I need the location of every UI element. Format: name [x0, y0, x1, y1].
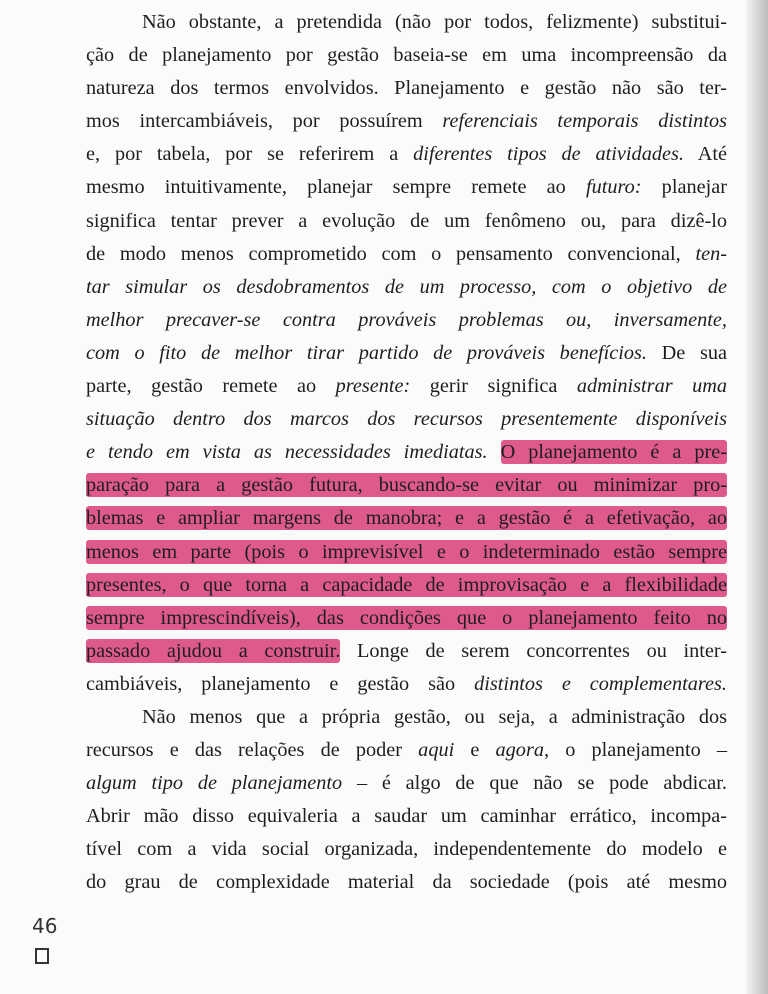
text-line [86, 635, 727, 668]
text-line [86, 602, 727, 635]
text-line [86, 304, 727, 337]
highlighted-text[interactable]: O planejamento é a pre- [500, 441, 727, 464]
text-line [86, 469, 727, 502]
text-segment: cambiáveis, planejamento e gestão são [86, 672, 475, 695]
text-line [86, 734, 727, 767]
text-line [86, 701, 727, 734]
text-line [86, 271, 727, 304]
bookmark-icon[interactable] [35, 948, 49, 964]
text-segment [488, 441, 501, 463]
text-segment: , o planejamento – [543, 739, 727, 762]
highlighted-text[interactable]: passado ajudou a construir. [86, 639, 341, 662]
text-line [86, 403, 727, 436]
text-segment: ção de planejamento por gestão baseia-se em uma incompreensão da [86, 44, 727, 67]
text-line [86, 72, 727, 105]
text-segment: – é algo de que não se pode abdicar. [342, 772, 727, 795]
highlighted-text[interactable]: menos em parte (pois o imprevisível e o indeterminado estão sempre [86, 540, 727, 563]
text-segment: Abrir mão disso equivaleria a saudar um caminhar errático, incompa- [86, 805, 727, 828]
text-line [86, 536, 727, 569]
text-line [86, 668, 727, 701]
book-page-text [86, 6, 727, 900]
highlighted-text[interactable]: sempre imprescindíveis), das condições que o planejamento feito no [86, 606, 727, 629]
italic-text: presente: [335, 375, 411, 398]
italic-text: distintos e complementares. [474, 672, 727, 695]
italic-text: tar simular os desdobramentos de um processo, com o objetivo de [86, 275, 727, 298]
highlighted-text[interactable]: paração para a gestão futura, buscando-se evitar ou minimizar pro- [86, 474, 727, 497]
text-segment: Longe de serem concorrentes ou inter- [340, 639, 728, 662]
text-line [86, 866, 727, 899]
italic-text: situação dentro dos marcos dos recursos presentemente disponíveis [86, 408, 727, 431]
page-edge-shadow [746, 0, 768, 994]
text-line [86, 39, 727, 72]
text-segment: Não obstante, a pretendida (não por todos, felizmente) substitui- [142, 11, 727, 33]
text-segment: e [454, 739, 496, 762]
text-segment: mesmo intuitivamente, planejar sempre remete ao [86, 176, 586, 199]
text-line [86, 105, 727, 138]
text-segment: recursos e das relações de poder [86, 739, 419, 762]
text-line [86, 6, 727, 39]
text-segment: significa tentar prever a evolução de um fenômeno ou, para dizê-lo [86, 209, 727, 232]
text-line [86, 238, 727, 271]
text-line [86, 833, 727, 866]
text-segment: Até [683, 143, 727, 166]
italic-text: com o fito de melhor tirar partido de prováveis benefícios. [86, 341, 647, 364]
text-line [86, 569, 727, 602]
text-segment: tível com a vida social organizada, independentemente do modelo e [86, 838, 727, 861]
text-segment: natureza dos termos envolvidos. Planejamento e gestão não são ter- [86, 77, 727, 100]
italic-text: melhor precaver-se contra prováveis problemas ou, inversamente, [86, 308, 727, 331]
italic-text: diferentes tipos de atividades. [413, 143, 684, 166]
text-line [86, 205, 727, 238]
text-line [86, 171, 727, 204]
text-segment: De sua [646, 341, 727, 364]
text-line [86, 436, 727, 469]
text-segment: do grau de complexidade material da sociedade (pois até mesmo [86, 871, 727, 894]
text-segment: planejar [641, 176, 727, 199]
italic-text: administrar uma [576, 375, 727, 398]
italic-text: e tendo em vista as necessidades imediatas. [86, 441, 488, 464]
italic-text: algum tipo de planejamento [86, 772, 343, 795]
text-segment: Não menos que a própria gestão, ou seja, a administração dos [142, 705, 727, 728]
page-number: 46 [32, 914, 58, 938]
italic-text: ten- [695, 242, 727, 265]
text-segment: mos intercambiáveis, por possuírem [86, 110, 443, 133]
text-segment: de modo menos comprometido com o pensamento convencional, [86, 242, 696, 265]
highlighted-text[interactable]: presentes, o que torna a capacidade de improvisação e a flexibilidade [86, 573, 727, 596]
text-line [86, 502, 727, 535]
italic-text: aqui [418, 739, 455, 762]
italic-text: futuro: [585, 176, 642, 199]
text-segment: e, por tabela, por se referirem a [86, 143, 414, 166]
text-segment: gerir significa [410, 375, 577, 398]
italic-text: agora [495, 739, 544, 762]
highlighted-text[interactable]: blemas e ampliar margens de manobra; e a gestão é a efetivação, ao [86, 507, 727, 530]
italic-text: referenciais temporais distintos [442, 110, 727, 133]
text-line [86, 337, 727, 370]
text-line [86, 138, 727, 171]
text-segment: parte, gestão remete ao [86, 375, 336, 398]
text-line [86, 370, 727, 403]
text-line [86, 800, 727, 833]
text-line [86, 767, 727, 800]
